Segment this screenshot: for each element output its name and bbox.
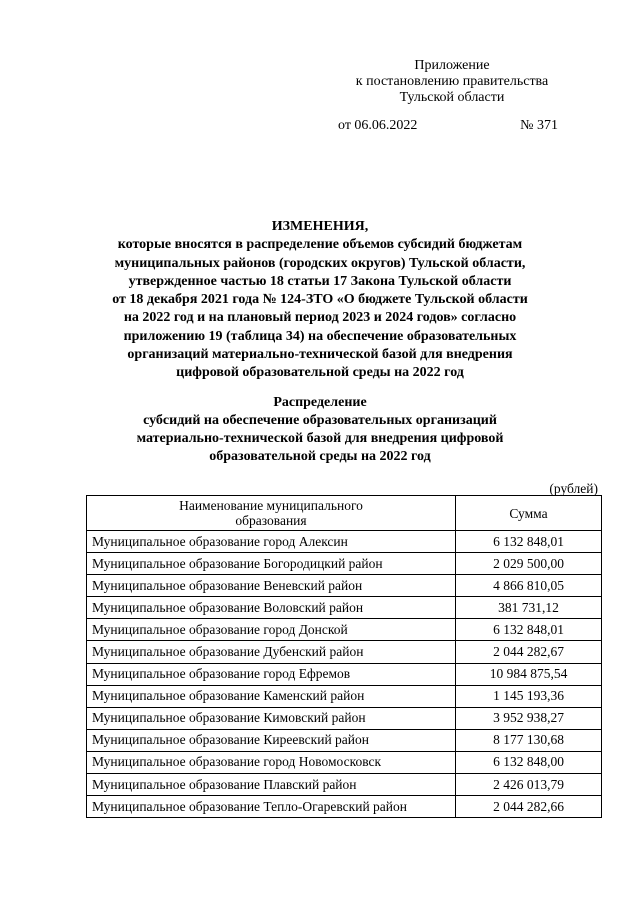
municipality-name: Муниципальное образование Веневский район — [87, 575, 456, 597]
subsidy-sum: 2 044 282,67 — [456, 641, 602, 663]
changes-line: на 2022 год и на плановый период 2023 и 2024 годов» согласно — [123, 310, 517, 326]
subsidy-sum: 4 866 810,05 — [456, 575, 602, 597]
appendix-block — [340, 58, 564, 106]
table-row — [87, 641, 602, 663]
subsidy-table — [86, 495, 602, 818]
changes-line: утвержденное частью 18 статьи 17 Закона Тульской области — [128, 273, 512, 289]
changes-title: ИЗМЕНЕНИЯ, — [271, 219, 369, 234]
appendix-title: Приложение — [414, 58, 490, 73]
subsidy-sum: 2 044 282,66 — [456, 796, 602, 818]
municipality-name: Муниципальное образование Плавский район — [87, 774, 456, 796]
changes-line: организаций материально-технической базой для внедрения — [127, 347, 513, 363]
table-row — [87, 531, 602, 553]
municipality-name: Муниципальное образование город Ефремов — [87, 663, 456, 685]
municipality-name: Муниципальное образование город Донской — [87, 619, 456, 641]
subsidy-sum: 8 177 130,68 — [456, 729, 602, 751]
municipality-name: Муниципальное образование Кимовский район — [87, 707, 456, 729]
municipality-name: Муниципальное образование Дубенский район — [87, 641, 456, 663]
header-sum: Сумма — [456, 496, 602, 531]
table-row — [87, 575, 602, 597]
changes-line: муниципальных районов (городских округов) Тульской области, — [114, 255, 526, 271]
changes-line: цифровой образовательной среды на 2022 год — [176, 365, 464, 381]
resolution-date: от 06.06.2022 — [338, 118, 418, 133]
subsidy-sum: 6 132 848,01 — [456, 531, 602, 553]
municipality-name: Муниципальное образование город Новомосковск — [87, 751, 456, 773]
distribution-line: образовательной среды на 2022 год — [209, 449, 431, 464]
table-row — [87, 774, 602, 796]
subsidy-sum: 2 426 013,79 — [456, 774, 602, 796]
header-municipality — [87, 496, 456, 531]
table-row — [87, 751, 602, 773]
subsidy-sum: 6 132 848,00 — [456, 751, 602, 773]
municipality-name: Муниципальное образование Воловский район — [87, 597, 456, 619]
changes-heading — [60, 218, 580, 383]
appendix-resolution-line: к постановлению правительства — [355, 74, 549, 89]
municipality-name: Муниципальное образование Киреевский район — [87, 729, 456, 751]
changes-line: от 18 декабря 2021 года № 124-ЗТО «О бюджете Тульской области — [112, 292, 528, 308]
municipality-name: Муниципальное образование Тепло-Огаревский район — [87, 796, 456, 818]
table-row — [87, 663, 602, 685]
resolution-number: № 371 — [520, 118, 558, 133]
subsidy-sum: 10 984 875,54 — [456, 663, 602, 685]
table-row — [87, 597, 602, 619]
table-row — [87, 729, 602, 751]
table-row — [87, 619, 602, 641]
changes-line: которые вносятся в распределение объемов субсидий бюджетам — [117, 237, 523, 253]
appendix-region-line: Тульской области — [399, 90, 505, 105]
distribution-title: Распределение — [273, 395, 367, 410]
subsidy-sum: 6 132 848,01 — [456, 619, 602, 641]
distribution-heading — [60, 394, 580, 466]
table-row — [87, 685, 602, 707]
distribution-line: материально-технической базой для внедрения цифровой — [136, 431, 504, 446]
changes-line: приложению 19 (таблица 34) на обеспечение образовательных — [123, 328, 517, 344]
municipality-name: Муниципальное образование Богородицкий район — [87, 553, 456, 575]
header-municipality-line: образования — [235, 513, 307, 528]
subsidy-sum: 1 145 193,36 — [456, 685, 602, 707]
table-row — [87, 553, 602, 575]
header-municipality-line: Наименование муниципального — [179, 498, 363, 513]
subsidy-sum: 2 029 500,00 — [456, 553, 602, 575]
currency-units: (рублей) — [549, 481, 598, 496]
subsidy-sum: 381 731,12 — [456, 597, 602, 619]
subsidy-sum: 3 952 938,27 — [456, 707, 602, 729]
table-row — [87, 796, 602, 818]
table-row — [87, 707, 602, 729]
municipality-name: Муниципальное образование Каменский район — [87, 685, 456, 707]
table-header-row — [87, 496, 602, 531]
municipality-name: Муниципальное образование город Алексин — [87, 531, 456, 553]
distribution-line: субсидий на обеспечение образовательных организаций — [143, 413, 497, 428]
resolution-dateline — [338, 118, 558, 134]
